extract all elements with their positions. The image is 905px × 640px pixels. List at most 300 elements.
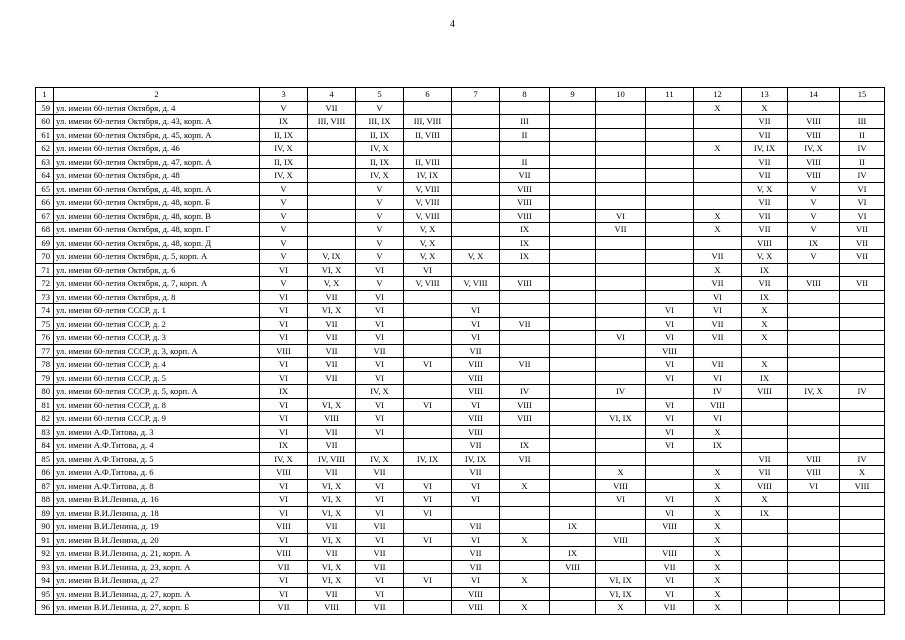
table-cell: VII [308, 290, 356, 304]
table-cell [550, 250, 596, 264]
table-cell [788, 425, 840, 439]
table-cell [452, 182, 500, 196]
table-cell: VI, X [308, 398, 356, 412]
table-cell: III, VIII [404, 115, 452, 129]
table-cell: VII [260, 601, 308, 615]
table-cell: VIII [308, 412, 356, 426]
table-cell: VI, IX [596, 412, 646, 426]
table-cell: II [500, 128, 550, 142]
column-header: 8 [500, 88, 550, 102]
table-cell: VI [404, 493, 452, 507]
table-cell: VIII [694, 398, 742, 412]
table-cell: VI, X [308, 574, 356, 588]
table-cell: VII [694, 331, 742, 345]
column-header: 13 [742, 88, 788, 102]
table-cell: II, VIII [404, 128, 452, 142]
table-cell: VII [452, 547, 500, 561]
table-cell [742, 520, 788, 534]
table-cell: VI [356, 331, 404, 345]
table-cell: VIII [646, 547, 694, 561]
row-number: 76 [36, 331, 54, 345]
address-cell: ул. имени В.И.Ленина, д. 23, корп. А [54, 560, 260, 574]
table-cell: VIII [742, 236, 788, 250]
table-cell [840, 304, 885, 318]
table-cell: VIII [788, 466, 840, 480]
table-cell: X [500, 574, 550, 588]
row-number: 78 [36, 358, 54, 372]
table-cell: VI [646, 493, 694, 507]
table-cell [452, 115, 500, 129]
table-cell: IX [742, 263, 788, 277]
table-cell: VI [694, 304, 742, 318]
table-cell: IV, X [260, 452, 308, 466]
row-number: 66 [36, 196, 54, 210]
table-cell [596, 344, 646, 358]
table-cell [452, 263, 500, 277]
table-cell: IV, IX [452, 452, 500, 466]
table-cell [452, 506, 500, 520]
table-cell: VII [308, 520, 356, 534]
table-row [36, 560, 885, 574]
table-cell [404, 317, 452, 331]
table-cell: V [260, 236, 308, 250]
table-cell: VI, X [308, 479, 356, 493]
table-row [36, 115, 885, 129]
table-cell [308, 223, 356, 237]
table-cell [452, 142, 500, 156]
table-cell [840, 263, 885, 277]
table-cell: V [788, 182, 840, 196]
table-cell: VII [308, 371, 356, 385]
table-cell: X [694, 533, 742, 547]
table-cell [308, 128, 356, 142]
table-cell: VI [260, 533, 308, 547]
table-cell [404, 547, 452, 561]
table-cell [788, 587, 840, 601]
table-cell: VI [260, 493, 308, 507]
table-cell: VI [260, 398, 308, 412]
table-cell: V [260, 223, 308, 237]
table-cell: VI [404, 506, 452, 520]
table-cell [550, 412, 596, 426]
table-cell: VIII [260, 520, 308, 534]
table-cell [840, 412, 885, 426]
row-number: 70 [36, 250, 54, 264]
table-cell: VII [742, 209, 788, 223]
table-cell [596, 115, 646, 129]
table-cell: VI, IX [596, 587, 646, 601]
table-cell: VIII [500, 182, 550, 196]
table-cell: VIII [260, 344, 308, 358]
row-number: 86 [36, 466, 54, 480]
table-cell: X [694, 263, 742, 277]
table-cell [500, 560, 550, 574]
row-number: 82 [36, 412, 54, 426]
table-cell: V [260, 101, 308, 115]
table-cell: VI [260, 574, 308, 588]
table-cell: VII [308, 547, 356, 561]
table-cell [550, 466, 596, 480]
table-cell: VI [452, 398, 500, 412]
table-cell [500, 547, 550, 561]
table-cell: X [694, 520, 742, 534]
table-cell: VI [260, 412, 308, 426]
row-number: 88 [36, 493, 54, 507]
table-row [36, 331, 885, 345]
table-cell [646, 142, 694, 156]
table-cell: VI [646, 358, 694, 372]
table-cell [646, 479, 694, 493]
table-cell: III, IX [356, 115, 404, 129]
table-cell [550, 533, 596, 547]
table-cell: VI [260, 506, 308, 520]
table-cell: VI [404, 533, 452, 547]
table-cell: V, X [404, 223, 452, 237]
table-cell: VI [646, 412, 694, 426]
table-row [36, 547, 885, 561]
table-cell: VIII [788, 155, 840, 169]
table-cell: X [500, 601, 550, 615]
row-number: 93 [36, 560, 54, 574]
table-cell: V [260, 250, 308, 264]
row-number: 61 [36, 128, 54, 142]
table-cell: VI [646, 425, 694, 439]
table-cell: VII [742, 128, 788, 142]
table-cell: VI, X [308, 506, 356, 520]
table-cell [452, 169, 500, 183]
table-cell: VII [742, 466, 788, 480]
table-cell [404, 412, 452, 426]
table-cell: VI [452, 304, 500, 318]
table-cell: IV [694, 385, 742, 399]
table-cell [840, 574, 885, 588]
table-cell [404, 101, 452, 115]
table-cell: VII [452, 560, 500, 574]
table-cell [742, 587, 788, 601]
table-cell [550, 101, 596, 115]
table-cell: VIII [500, 209, 550, 223]
row-number: 64 [36, 169, 54, 183]
table-cell: IX [260, 385, 308, 399]
table-cell [596, 182, 646, 196]
table-cell [596, 101, 646, 115]
table-cell [788, 560, 840, 574]
table-cell: V [788, 223, 840, 237]
table-cell: VI [596, 331, 646, 345]
table-cell: X [596, 466, 646, 480]
table-row [36, 142, 885, 156]
table-cell: VII [646, 601, 694, 615]
address-cell: ул. имени А.Ф.Титова, д. 6 [54, 466, 260, 480]
table-cell: IV, X [356, 142, 404, 156]
table-cell [742, 425, 788, 439]
table-cell [550, 493, 596, 507]
table-cell: VIII [452, 358, 500, 372]
table-cell: VI [646, 304, 694, 318]
table-row [36, 412, 885, 426]
address-cell: ул. имени 60-летия Октября, д. 48, корп. А [54, 182, 260, 196]
table-cell [550, 587, 596, 601]
table-cell: V [356, 236, 404, 250]
table-cell [742, 344, 788, 358]
table-cell: VI [646, 587, 694, 601]
table-cell [500, 344, 550, 358]
row-number: 90 [36, 520, 54, 534]
row-number: 80 [36, 385, 54, 399]
column-header: 9 [550, 88, 596, 102]
table-cell: VII [308, 587, 356, 601]
table-row [36, 196, 885, 210]
table-cell: VII [840, 277, 885, 291]
table-cell: VI [356, 493, 404, 507]
table-cell [596, 128, 646, 142]
table-cell: VIII [500, 277, 550, 291]
table-cell: VII [500, 358, 550, 372]
table-cell: X [742, 331, 788, 345]
table-cell [742, 547, 788, 561]
table-row [36, 169, 885, 183]
table-cell [452, 196, 500, 210]
row-number: 72 [36, 277, 54, 291]
table-cell [646, 385, 694, 399]
table-cell: V, X [404, 250, 452, 264]
table-cell: IV [840, 385, 885, 399]
row-number: 83 [36, 425, 54, 439]
table-cell [550, 425, 596, 439]
row-number: 94 [36, 574, 54, 588]
table-cell: VIII [452, 601, 500, 615]
table-cell: VII [308, 344, 356, 358]
table-cell: VI [356, 479, 404, 493]
table-row [36, 587, 885, 601]
table-cell: V [788, 196, 840, 210]
address-cell: ул. имени В.И.Ленина, д. 27 [54, 574, 260, 588]
row-number: 68 [36, 223, 54, 237]
table-cell: X [694, 223, 742, 237]
address-cell: ул. имени 60-летия СССР, д. 3, корп. А [54, 344, 260, 358]
table-cell [452, 101, 500, 115]
table-cell [308, 385, 356, 399]
table-cell: VI [646, 398, 694, 412]
table-cell: VI [356, 506, 404, 520]
table-cell [742, 574, 788, 588]
table-row [36, 371, 885, 385]
table-cell: VIII [596, 479, 646, 493]
table-cell: V [260, 182, 308, 196]
table-cell [646, 128, 694, 142]
table-cell: X [596, 601, 646, 615]
table-row [36, 533, 885, 547]
table-row [36, 277, 885, 291]
table-cell: VI [646, 331, 694, 345]
table-cell: VII [694, 317, 742, 331]
table-cell [788, 533, 840, 547]
table-cell [742, 533, 788, 547]
table-cell [840, 601, 885, 615]
table-row [36, 128, 885, 142]
table-cell: VI [840, 196, 885, 210]
row-number: 92 [36, 547, 54, 561]
table-cell: VII [356, 560, 404, 574]
table-cell [788, 574, 840, 588]
table-cell [646, 466, 694, 480]
table-cell: X [840, 466, 885, 480]
table-cell: VII [356, 466, 404, 480]
table-cell: IV, IX [404, 169, 452, 183]
table-cell [840, 439, 885, 453]
table-row [36, 250, 885, 264]
table-cell: VI [694, 412, 742, 426]
table-cell [840, 493, 885, 507]
table-row [36, 155, 885, 169]
table-cell [788, 412, 840, 426]
address-cell: ул. имени 60-летия СССР, д. 3 [54, 331, 260, 345]
table-cell: II, IX [260, 128, 308, 142]
table-cell: VI [596, 493, 646, 507]
column-header: 5 [356, 88, 404, 102]
table-cell: VI [356, 358, 404, 372]
table-cell [596, 263, 646, 277]
table-cell: VII [356, 344, 404, 358]
table-cell [694, 169, 742, 183]
table-cell: VI, X [308, 560, 356, 574]
table-cell: VII [308, 358, 356, 372]
column-header: 11 [646, 88, 694, 102]
address-cell: ул. имени 60-летия Октября, д. 46 [54, 142, 260, 156]
table-cell: VI [356, 371, 404, 385]
table-cell: IX [550, 547, 596, 561]
table-cell [646, 101, 694, 115]
table-cell [550, 317, 596, 331]
table-row [36, 344, 885, 358]
address-cell: ул. имени 60-летия Октября, д. 48, корп. Б [54, 196, 260, 210]
table-cell: IX [742, 290, 788, 304]
table-cell: III [840, 115, 885, 129]
table-cell: VII [694, 358, 742, 372]
address-cell: ул. имени В.И.Ленина, д. 18 [54, 506, 260, 520]
address-cell: ул. имени В.И.Ленина, д. 21, корп. А [54, 547, 260, 561]
address-cell: ул. имени 60-летия СССР, д. 2 [54, 317, 260, 331]
address-cell: ул. имени 60-летия СССР, д. 4 [54, 358, 260, 372]
table-cell: VI [646, 574, 694, 588]
table-cell [550, 182, 596, 196]
address-cell: ул. имени В.И.Ленина, д. 27, корп. Б [54, 601, 260, 615]
address-cell: ул. имени 60-летия Октября, д. 5, корп. А [54, 250, 260, 264]
table-cell: VI [260, 425, 308, 439]
table-cell: III, VIII [308, 115, 356, 129]
table-cell: IV, X [788, 385, 840, 399]
table-cell: VIII [742, 479, 788, 493]
table-cell [840, 547, 885, 561]
table-cell: VII [452, 344, 500, 358]
table-cell: X [694, 587, 742, 601]
table-cell: VIII [596, 533, 646, 547]
table-cell [840, 331, 885, 345]
table-cell [646, 155, 694, 169]
table-cell: VIII [788, 169, 840, 183]
table-cell: X [694, 479, 742, 493]
table-cell: VI [694, 371, 742, 385]
table-cell [742, 560, 788, 574]
table-cell: VI [452, 317, 500, 331]
table-cell [550, 601, 596, 615]
table-cell: V [356, 223, 404, 237]
table-cell: V [788, 250, 840, 264]
table-cell [500, 331, 550, 345]
table-cell [742, 412, 788, 426]
table-cell [840, 101, 885, 115]
table-cell: IV, X [788, 142, 840, 156]
table-cell [694, 128, 742, 142]
table-cell: VI [452, 533, 500, 547]
table-row [36, 223, 885, 237]
table-cell: X [694, 574, 742, 588]
table-cell: VI, X [308, 533, 356, 547]
table-cell [500, 101, 550, 115]
table-row [36, 236, 885, 250]
table-cell: VII [308, 101, 356, 115]
table-cell: VII [694, 277, 742, 291]
table-cell [694, 452, 742, 466]
table-cell: VI [260, 331, 308, 345]
table-cell [500, 466, 550, 480]
row-number: 74 [36, 304, 54, 318]
table-cell: VIII [840, 479, 885, 493]
table-cell [404, 371, 452, 385]
table-cell: VI [356, 290, 404, 304]
table-cell [452, 290, 500, 304]
table-cell: VII [452, 520, 500, 534]
table-cell [840, 290, 885, 304]
table-cell: X [694, 209, 742, 223]
table-cell [404, 425, 452, 439]
table-cell: VIII [742, 385, 788, 399]
table-cell [840, 317, 885, 331]
table-cell: X [694, 425, 742, 439]
table-cell: VI [646, 506, 694, 520]
table-cell: X [694, 506, 742, 520]
column-header: 2 [54, 88, 260, 102]
table-cell: VI [356, 574, 404, 588]
row-number: 79 [36, 371, 54, 385]
table-cell: VII [452, 466, 500, 480]
table-cell: V [260, 277, 308, 291]
table-cell [646, 209, 694, 223]
table-cell: VI [260, 371, 308, 385]
table-cell: VIII [452, 425, 500, 439]
table-cell [646, 263, 694, 277]
table-cell: X [694, 547, 742, 561]
address-cell: ул. имени 60-летия Октября, д. 47, корп. А [54, 155, 260, 169]
address-cell: ул. имени А.Ф.Титова, д. 8 [54, 479, 260, 493]
table-cell: VI [356, 317, 404, 331]
row-number: 75 [36, 317, 54, 331]
table-cell [596, 317, 646, 331]
table-cell [788, 263, 840, 277]
table-row [36, 439, 885, 453]
table-cell [500, 263, 550, 277]
table-cell: VI, X [308, 304, 356, 318]
table-cell: II [840, 155, 885, 169]
table-cell: X [694, 601, 742, 615]
table-cell: IV, X [356, 385, 404, 399]
table-cell: VI [452, 479, 500, 493]
table-cell [788, 317, 840, 331]
table-cell [596, 236, 646, 250]
table-row [36, 263, 885, 277]
table-cell [596, 250, 646, 264]
table-cell [840, 358, 885, 372]
